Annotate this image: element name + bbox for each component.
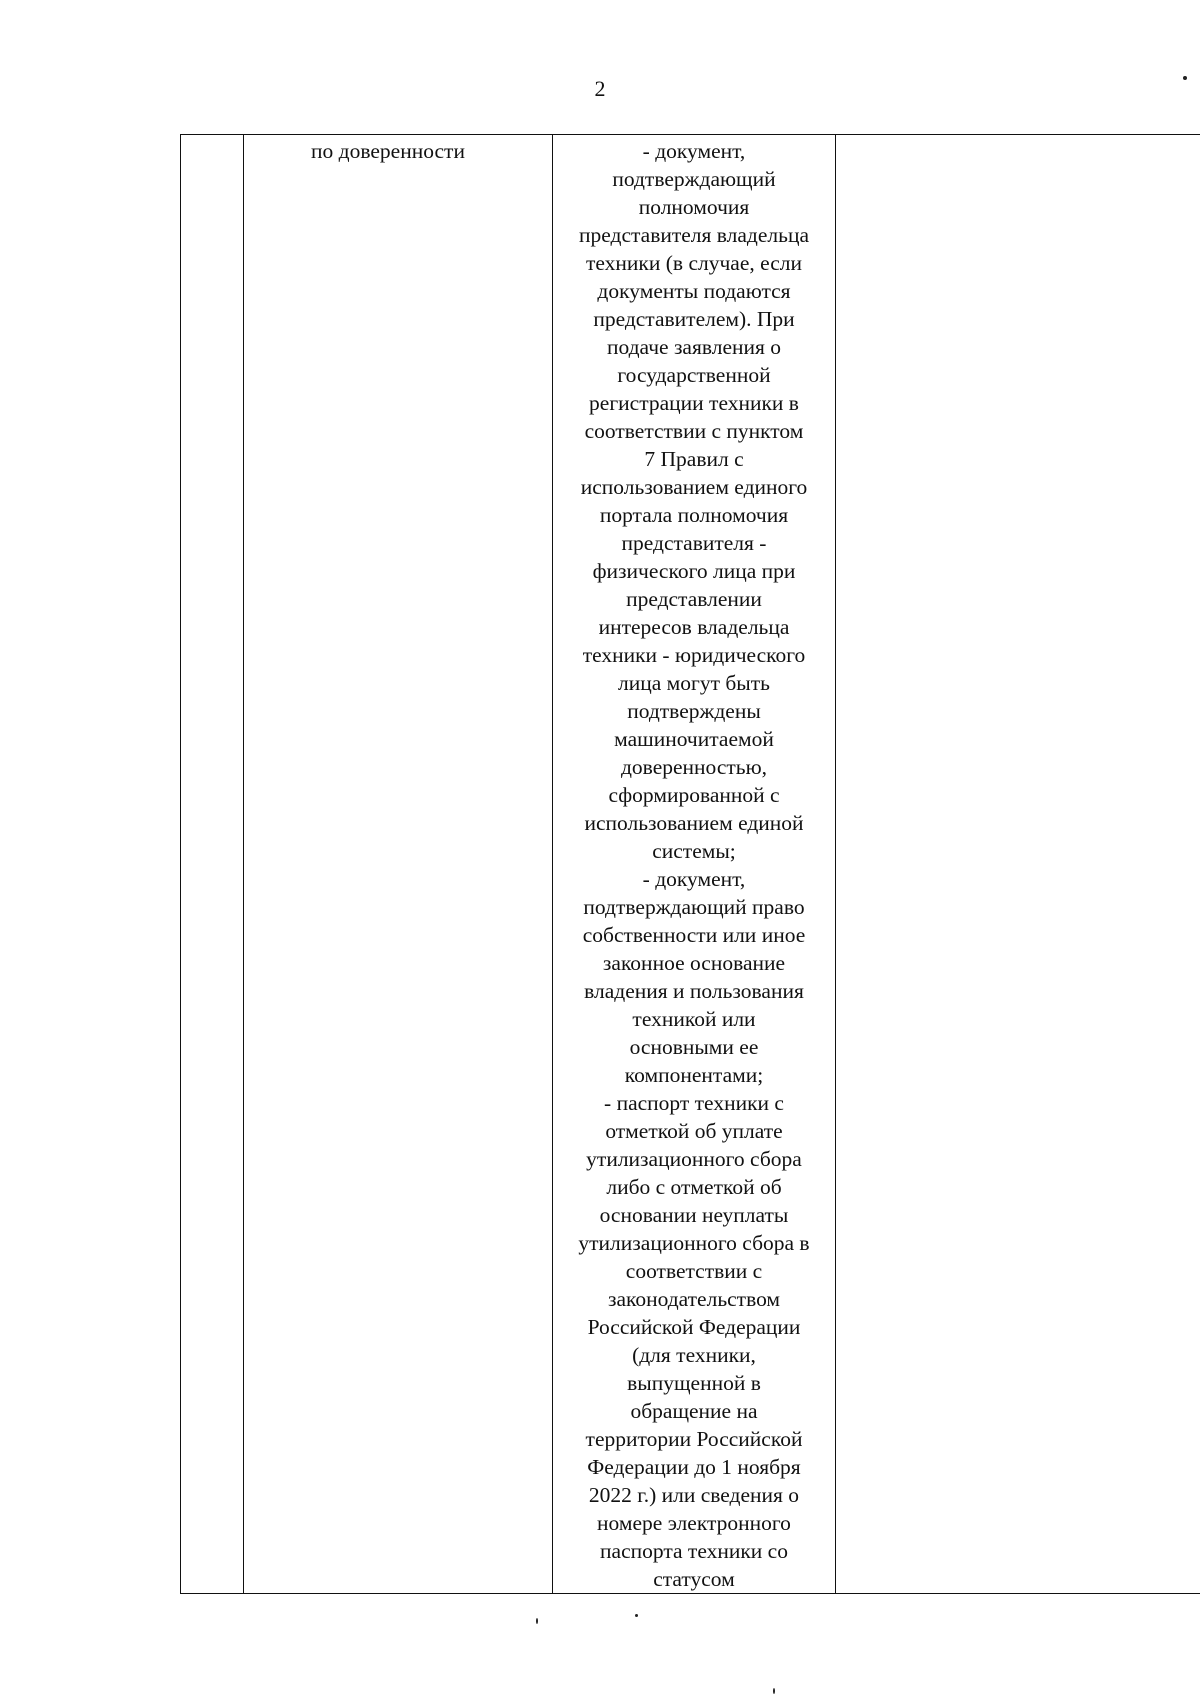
document-line: основными ее [629, 1035, 759, 1059]
document-line: - документ, [642, 139, 746, 163]
number-cell [181, 135, 244, 1594]
document-line: 2022 г.) или сведения о [588, 1483, 800, 1507]
document-line: системы; [652, 839, 736, 863]
document-line: представителем). При [593, 307, 795, 331]
scan-speck [773, 1688, 775, 1694]
document-line: интересов владельца [598, 615, 790, 639]
document-line: законодательством [607, 1287, 781, 1311]
document-line: регистрации техники в [589, 391, 799, 415]
document-line: представителя - [621, 531, 767, 555]
documents-cell [553, 135, 836, 1594]
document-line: использованием единой [584, 811, 804, 835]
document-line: документы подаются [597, 279, 791, 303]
document-line: - паспорт техники с [604, 1091, 784, 1115]
document-line: паспорта техники со [600, 1539, 788, 1563]
document-line: соответствии с пунктом [584, 419, 804, 443]
scan-speck [536, 1618, 538, 1624]
document-line: выпущенной в [627, 1371, 761, 1395]
document-line: соответствии с [625, 1259, 763, 1283]
document-line: физического лица при [592, 559, 796, 583]
document-line: обращение на [630, 1399, 758, 1423]
document-line: сформированной с [608, 783, 780, 807]
documents-list [553, 137, 835, 1593]
document-line: представителя владельца [579, 223, 809, 247]
document-line: компонентами; [624, 1063, 764, 1087]
document-table [180, 134, 1200, 1594]
document-line: Российской Федерации [587, 1315, 801, 1339]
document-line: основании неуплаты [599, 1203, 789, 1227]
document-line: техники (в случае, если [586, 251, 802, 275]
scan-speck [1183, 76, 1187, 80]
document-line: представлении [626, 587, 762, 611]
document-line: машиночитаемой [614, 727, 774, 751]
document-line: территории Российской [585, 1427, 803, 1451]
document-line: отметкой об уплате [605, 1119, 783, 1143]
document-line: статусом [653, 1567, 735, 1591]
document-line: утилизационного сбора [586, 1147, 802, 1171]
document-line: техникой или [632, 1007, 756, 1031]
document-line: собственности или иное [582, 923, 806, 947]
document-line: подаче заявления о [606, 335, 782, 359]
document-line: лица могут быть [618, 671, 770, 695]
document-line: либо с отметкой об [606, 1175, 782, 1199]
service-name-text: по доверенности [311, 139, 465, 163]
document-line: Федерации до 1 ноября [587, 1455, 801, 1479]
notes-cell [836, 135, 1200, 1594]
page-number: 2 [594, 76, 606, 101]
document-line: подтверждающий [612, 167, 776, 191]
document-line: доверенностью, [620, 755, 768, 779]
document-line: государственной [617, 363, 771, 387]
service-name-cell [244, 135, 553, 1594]
document-line: (для техники, [632, 1343, 756, 1367]
document-line: техники - юридического [582, 643, 806, 667]
scan-speck [635, 1614, 638, 1617]
document-line: - документ, [642, 867, 746, 891]
document-line: полномочия [638, 195, 750, 219]
document-line: подтверждающий право [583, 895, 805, 919]
document-line: утилизационного сбора в [578, 1231, 810, 1255]
document-line: 7 Правил с [644, 447, 744, 471]
document-line: номере электронного [597, 1511, 791, 1535]
document-line: подтверждены [627, 699, 761, 723]
document-line: использованием единого [580, 475, 808, 499]
document-line: портала полномочия [599, 503, 789, 527]
document-line: законное основание [602, 951, 786, 975]
document-line: владения и пользования [584, 979, 804, 1003]
table-row [181, 135, 1200, 1594]
